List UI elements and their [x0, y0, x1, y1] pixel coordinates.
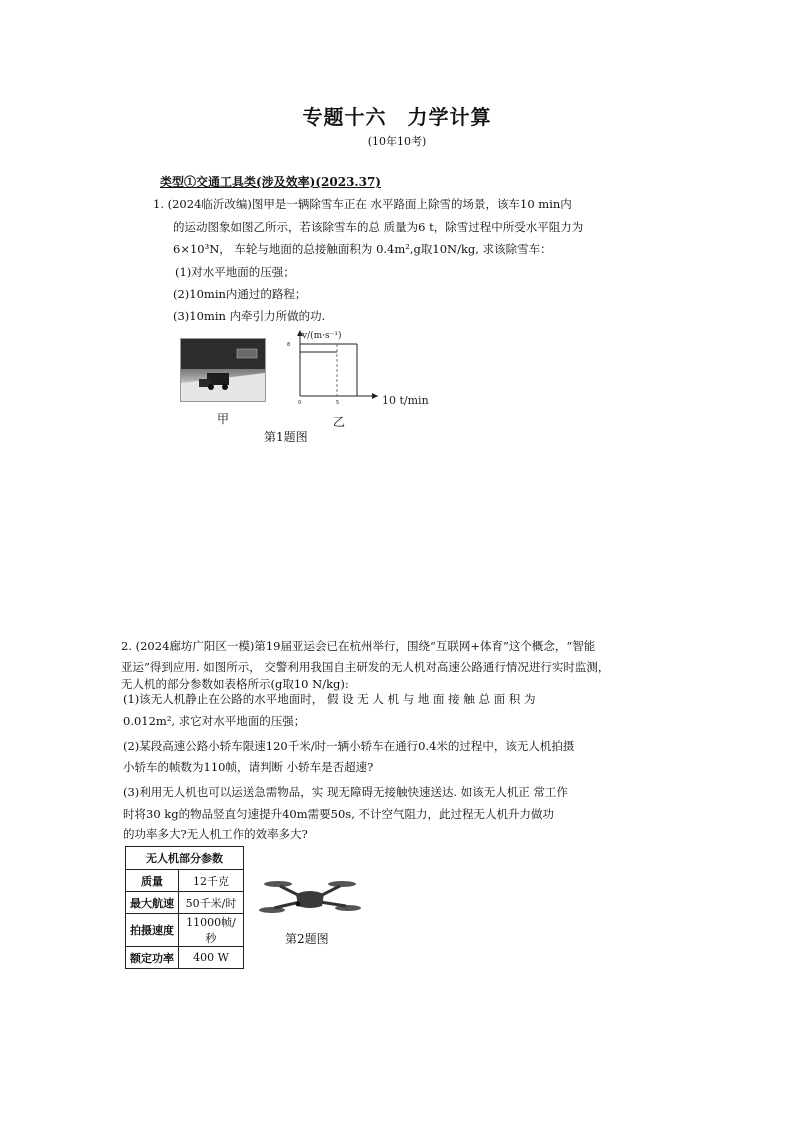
q2-subq-2-cont: 小轿车的帧数为110帧，请判断 小轿车是否超速?: [123, 760, 374, 774]
graph-y-axis-label: v/(m·s⁻¹): [302, 331, 342, 341]
q2-subq-1: (1)该无人机静止在公路的水平地面时， 假 设 无 人 机 与 地 面 接 触 总 面 积 为: [123, 692, 536, 706]
table-key: 拍摄速度: [126, 914, 179, 947]
table-row: [126, 870, 244, 892]
q2-subq-2: (2)某段高速公路小轿车限速120千米/时一辆小轿车在通行0.4米的过程中，该无人机拍摄: [123, 739, 575, 753]
graph-x-tick: 5: [336, 400, 340, 406]
q1-subq-3: (3)10min 内牵引力所做的功.: [173, 309, 326, 323]
q1-subq-1: (1)对水平地面的压强；: [175, 265, 295, 279]
table-row: [126, 892, 244, 914]
table-key: 最大航速: [126, 892, 179, 914]
table-value: 11000帧/秒: [179, 914, 244, 947]
table-header: 无人机部分参数: [126, 847, 244, 870]
q1-subq-2: (2)10min内通过的路程；: [173, 287, 307, 301]
graph-x-axis-label: 10 t/min: [382, 394, 429, 407]
q2-line-3: 无人机的部分参数如表格所示(g取10 N/kg):: [121, 677, 349, 691]
graph-y-tick: 8: [287, 342, 291, 348]
table-key: 额定功率: [126, 947, 179, 969]
velocity-time-graph: [282, 326, 442, 426]
q2-line-2: 亚运”得到应用. 如图所示， 交警利用我国自主研发的无人机对高速公路通行情况进行实时监测，: [121, 660, 610, 674]
q1-line-3: 6×10³N， 车轮与地面的总接触面积为 0.4m²,g取10N/kg, 求该除雪车：: [173, 242, 552, 256]
figure-label-yi: 乙: [333, 415, 346, 429]
category-heading: 类型①交通工具类(涉及效率)(2023.37): [160, 175, 381, 189]
page-title: 专题十六 力学计算: [302, 105, 492, 129]
q2-line-1: 2. (2024廊坊广阳区一模)第19届亚运会已在杭州举行，围绕“互联网+体育”这个概念，“智能: [121, 639, 596, 653]
drone-params-table: [125, 846, 244, 969]
q2-subq-3-cont-2: 的功率多大?无人机工作的效率多大?: [123, 827, 308, 841]
table-value: 400 W: [179, 947, 244, 969]
q1-line-1: 1. (2024临沂改编)图甲是一辆除雪车正在 水平路面上除雪的场景，该车10 min内: [153, 197, 572, 211]
figure-label-jia: 甲: [217, 412, 230, 426]
q1-line-2: 的运动图象如图乙所示，若该除雪车的总 质量为6 t，除雪过程中所受水平阻力为: [173, 220, 584, 234]
figure-1-caption: 第1题图: [264, 430, 308, 444]
q2-subq-3: (3)利用无人机也可以运送急需物品，实 现无障碍无接触快速送达. 如该无人机正 常工作: [123, 785, 568, 799]
snowplow-photo: [180, 338, 266, 402]
drone-image: [258, 874, 362, 922]
table-key: 质量: [126, 870, 179, 892]
q2-subq-1-cont: 0.012m², 求它对水平地面的压强；: [123, 714, 306, 728]
q2-subq-3-cont-1: 时将30 kg的物品竖直匀速提升40m需要50s, 不计空气阻力，此过程无人机升力做功: [123, 807, 554, 821]
table-value: 50千米/时: [179, 892, 244, 914]
figure-2-caption: 第2题图: [285, 932, 329, 946]
table-row: [126, 947, 244, 969]
graph-x-origin: 0: [298, 400, 302, 406]
table-row: [126, 914, 244, 947]
page-subtitle: (10年10考): [367, 135, 427, 148]
table-value: 12千克: [179, 870, 244, 892]
